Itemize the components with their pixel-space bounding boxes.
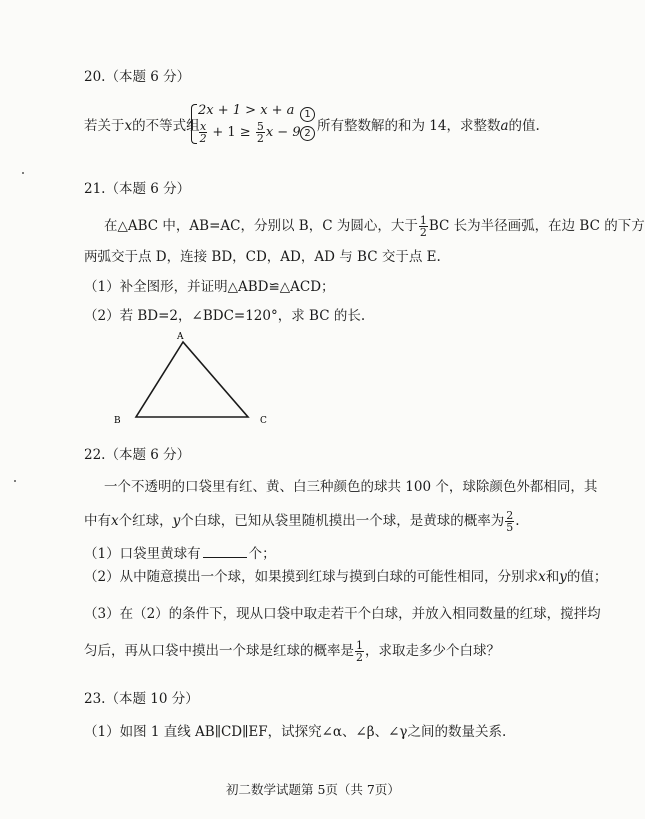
q23-header: 23.（本题 10 分） — [84, 691, 199, 707]
speck — [22, 172, 24, 174]
answer-blank[interactable] — [203, 544, 247, 558]
triangle-abc — [136, 342, 248, 417]
q21-line-2: 两弧交于点 D，连接 BD，CD，AD，AD 与 BC 交于点 E. — [84, 249, 441, 265]
page-footer: 初二数学试题第 5页（共 7页） — [226, 782, 400, 797]
q22-part-1: （1）口袋里黄球有 个； — [84, 546, 276, 562]
speck — [14, 480, 16, 482]
q22-line-2: 中有x个红球，y个白球，已知从袋里随机摸出一个球，是黄球的概率为 $\frac{2}{5}$ . — [84, 509, 520, 534]
q22-part-3-line-1: （3）在（2）的条件下，现从口袋中取走若干个白球，并放入相同数量的红球，搅拌均 — [84, 606, 601, 622]
q20-system-brace — [191, 104, 197, 144]
q21-header: 21.（本题 6 分） — [84, 181, 191, 197]
q22-line-1: 一个不透明的口袋里有红、黄、白三种颜色的球共 100 个，球除颜色外都相同，其 — [104, 479, 598, 495]
q21-part-2: （2）若 BD=2，∠BDC=120°，求 BC 的长. — [84, 308, 366, 324]
label-c: C — [260, 416, 267, 426]
q22-part-2: （2）从中随意摸出一个球，如果摸到红球与摸到白球的可能性相同，分别求x和y的值； — [84, 569, 608, 585]
q22-header: 22.（本题 6 分） — [84, 447, 191, 463]
triangle-figure — [110, 330, 280, 430]
label-a: A — [177, 332, 184, 342]
q20-inequality-1: 2x + 1 > x + a — [198, 103, 295, 118]
q21-part-1: （1）补全图形，并证明△ABD≌△ACD； — [84, 279, 335, 295]
q20-header: 20.（本题 6 分） — [84, 69, 191, 85]
q20-mark-2: 2 — [300, 123, 315, 141]
q20-lead: 若关于x的不等式组 — [84, 118, 200, 134]
q23-part-1: （1）如图 1 直线 AB∥CD∥EF，试探究∠α、∠β、∠γ之间的数量关系. — [84, 724, 507, 740]
q22-part-3-line-2: 匀后，再从口袋中摸出一个球是红球的概率是 $\frac{1}{2}$ ，求取走多少个白球？ — [84, 639, 500, 664]
q20-tail: 所有整数解的和为 14，求整数a的值. — [317, 118, 540, 134]
label-b: B — [114, 416, 121, 426]
q20-inequality-2: $\frac{x}{2}$ + 1 ≥ $\frac{5}{2}$ x − 9 — [199, 120, 301, 145]
q21-line-1: 在△ABC 中，AB=AC，分别以 B，C 为圆心，大于 $\frac{1}{2}$ BC 长为半径画弧，在边 BC 的下方 — [104, 214, 645, 239]
q20-mark-1: 1 — [300, 104, 315, 122]
